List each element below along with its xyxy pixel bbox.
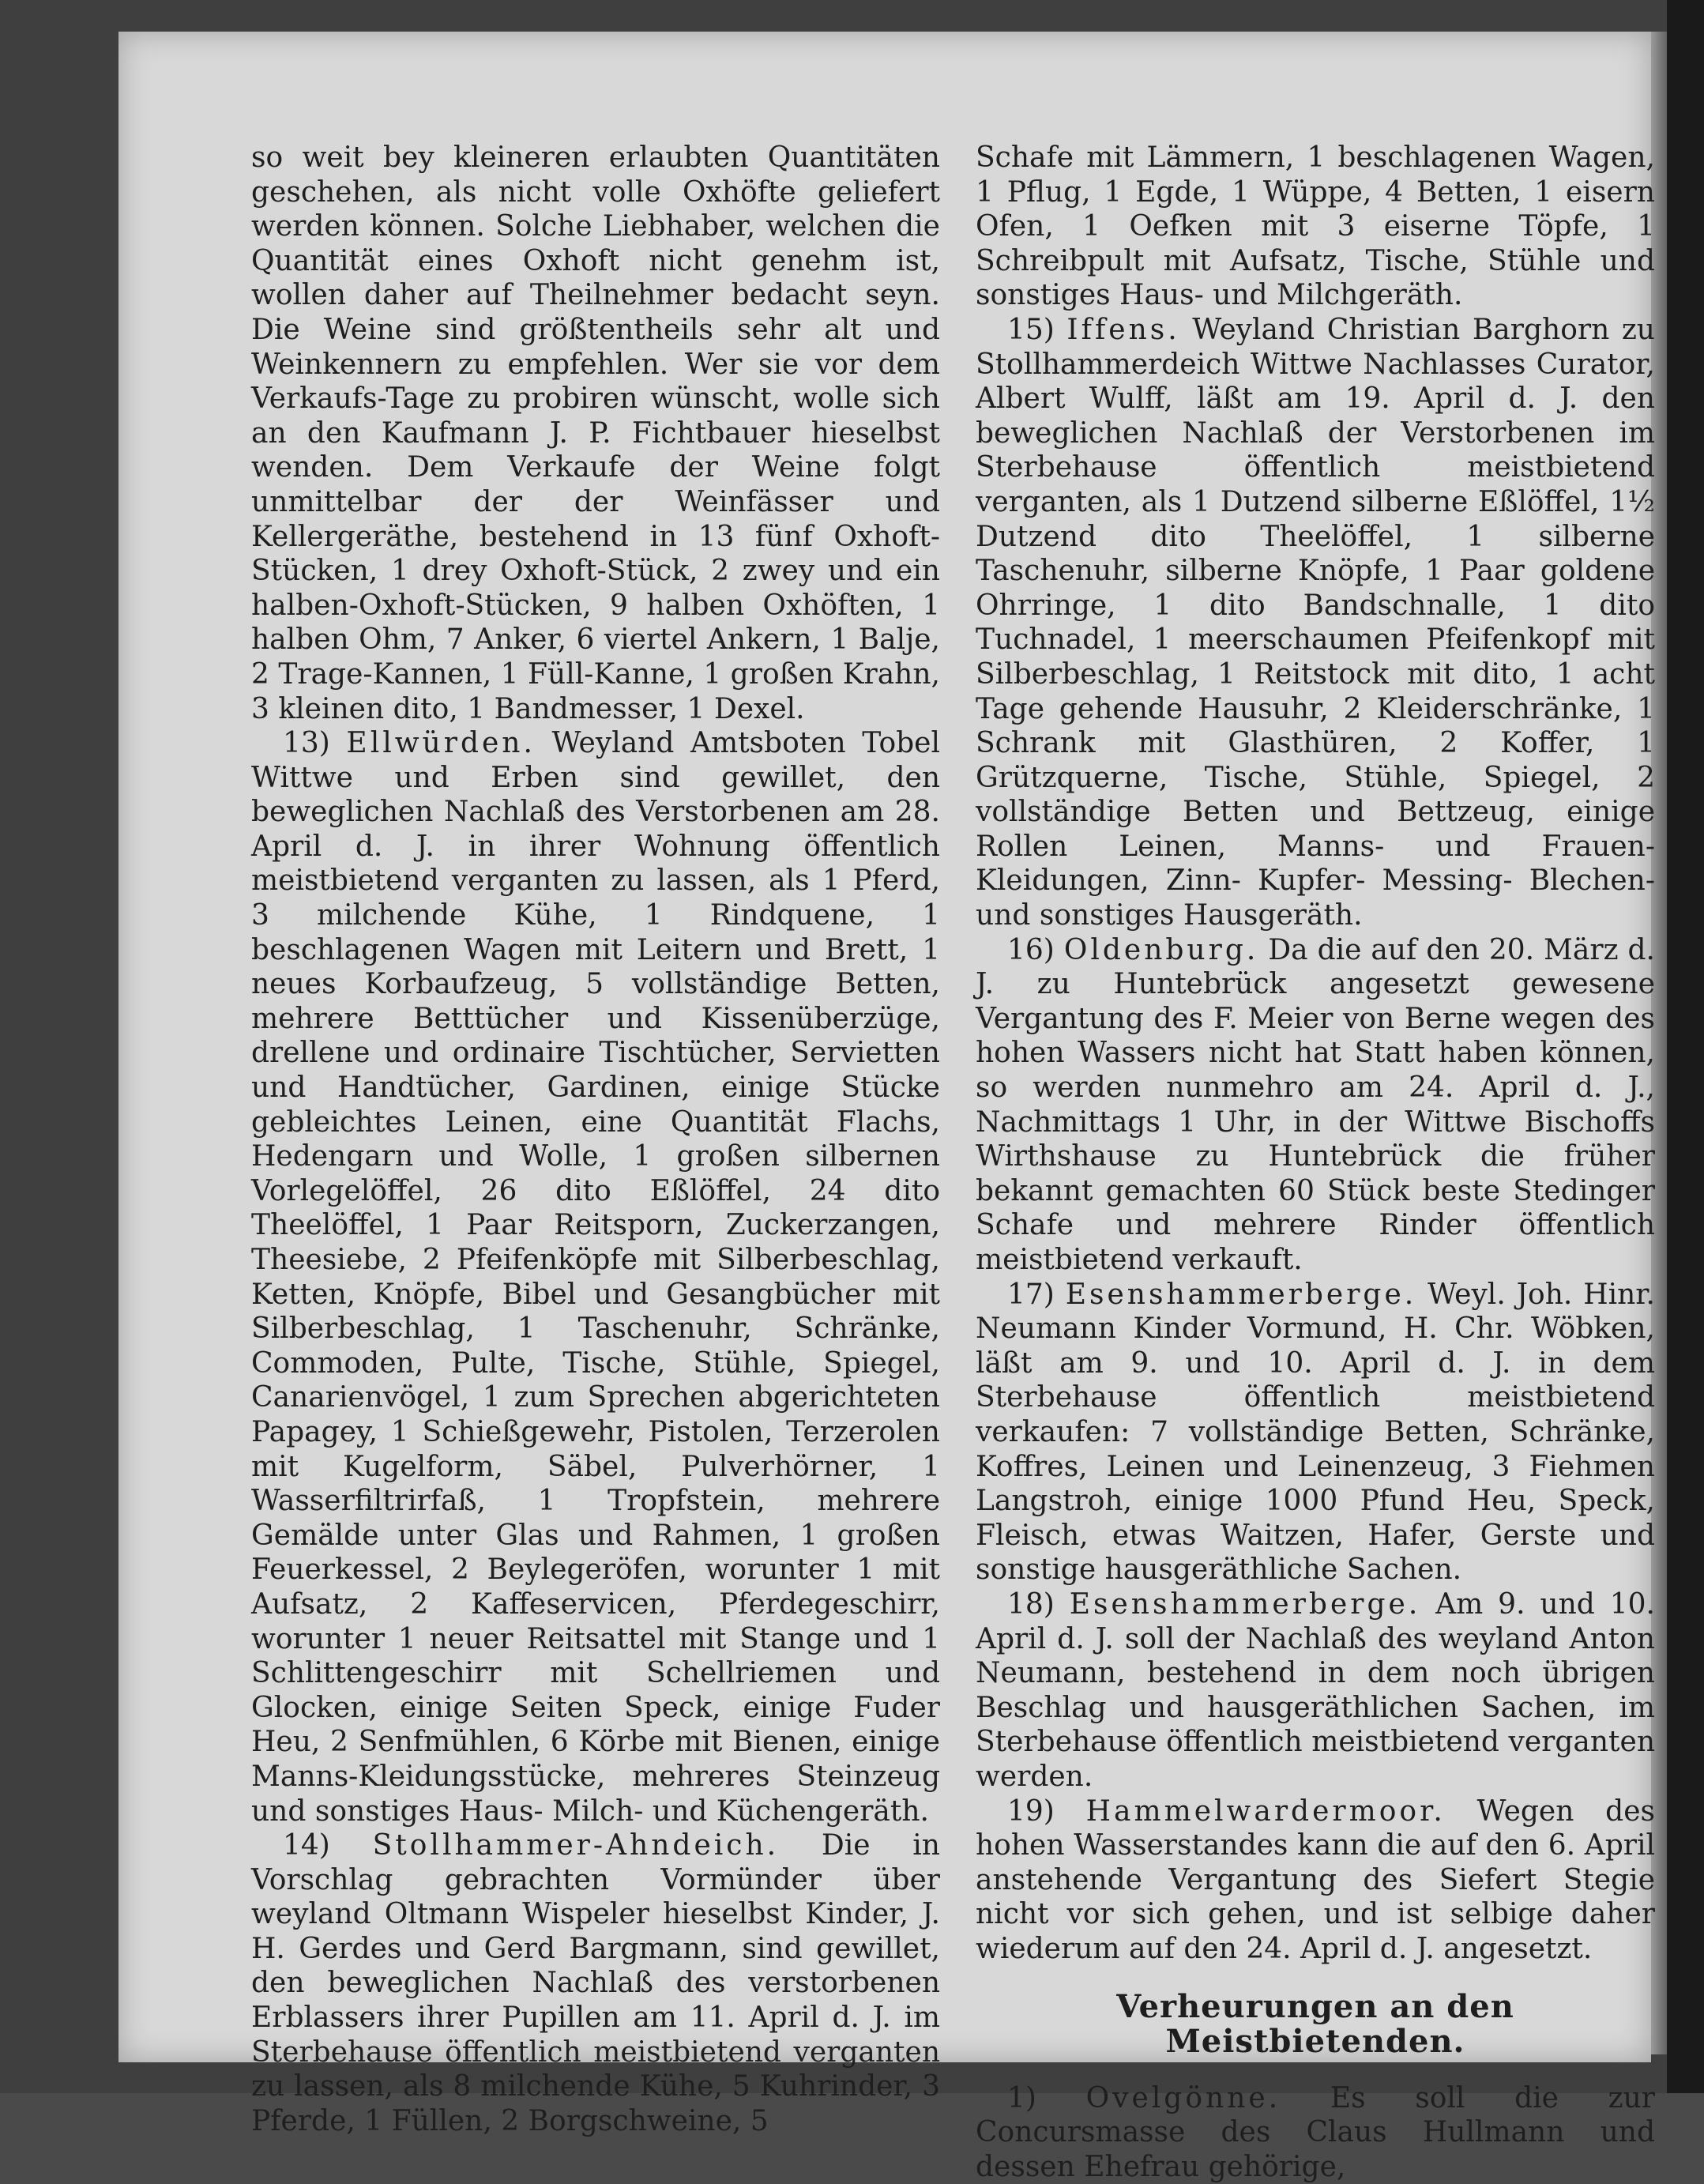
continuation-paragraph: so weit bey kleineren erlaubten Quantitäten geschehen, als nicht volle Oxhöfte geliefert werden können. Solche Liebhaber, welchen die Quantität eines Oxhoft nicht genehm ist, wollen daher auf Theilnehmer bedacht seyn. Die Weine sind größtentheils sehr alt und Weinkennern zu empfehlen. Wer sie vor dem Verkaufs-Tage zu probiren wünscht, wolle sich an den Kaufmann J. P. Fichtbauer hieselbst wenden. Dem Verkaufe der Weine folgt unmittelbar der der Weinfässer und Kellergeräthe, bestehend in 13 fünf Oxhoft-Stücken, 1 drey Oxhoft-Stück, 2 zwey und ein halben-Oxhoft-Stücken, 9 halben Oxhöften, 1 halben Ohm, 7 Anker, 6 viertel Ankern, 1 Balje, 2 Trage-Kannen, 1 Füll-Kanne, 1 großen Krahn, 3 kleinen dito, 1 Bandmesser, 1 Dexel. [251,141,940,725]
entry-number: 15) [1007,313,1055,346]
entry-place: Ovelgönne. [1085,2081,1281,2114]
entry-text: Am 9. und 10. April d. J. soll der Nachlaß des weyland Anton Neumann, bestehend in dem noch übrigen Beschlag und hausgeräthlichen Sachen, im Sterbehause öffentlich meistbietend verganten werden. [976,1587,1655,1793]
entry-number: 13) [283,727,330,760]
entry-section-1 [976,2081,1655,2184]
entry-16 [976,933,1655,1278]
entry-text: Weyland Christian Barghorn zu Stollhammerdeich Wittwe Nachlasses Curator, Albert Wulff, läßt am 19. April d. J. den beweglichen Nachlaß der Verstorbenen im Sterbehause öffentlich meistbietend verganten, als 1 Dutzend silberne Eßlöffel, 1½ Dutzend dito Theelöffel, 1 silberne Taschenuhr, silberne Knöpfe, 1 Paar goldene Ohrringe, 1 dito Bandschnalle, 1 dito Tuchnadel, 1 meerschaumen Pfeifenkopf mit Silberbeschlag, 1 Reitstock mit dito, 1 acht Tage gehende Hausuhr, 2 Kleiderschränke, 1 Schrank mit Glasthüren, 2 Koffer, 1 Grützquerne, Tische, Stühle, Spiegel, 2 vollständige Betten und Bettzeug, einige Rollen Leinen, Manns- und Frauen-Kleidungen, Zinn- Kupfer- Messing- Blechen- und sonstiges Hausgeräth. [976,313,1655,932]
entry-place: Ellwürden. [346,727,536,760]
entry-14 [251,1828,940,2138]
entry-text: Weyland Amtsboten Tobel Wittwe und Erben sind gewillet, den beweglichen Nachlaß des Verstorbenen am 28. April d. J. in ihrer Wohnung öffentlich meistbietend verganten zu lassen, als 1 Pferd, 3 milchende Kühe, 1 Rindquene, 1 beschlagenen Wagen mit Leitern und Brett, 1 neues Korbaufzeug, 5 vollständige Betten, mehrere Betttücher und Kissenüberzüge, drellene und ordinaire Tischtücher, Servietten und Handtücher, Gardinen, einige Stücke gebleichtes Leinen, eine Quantität Flachs, Hedengarn und Wolle, 1 großen silbernen Vorlegelöffel, 26 dito Eßlöffel, 24 dito Theelöffel, 1 Paar Reitsporn, Zuckerzangen, Theesiebe, 2 Pfeifenköpfe mit Silberbeschlag, Ketten, Knöpfe, Bibel und Gesangbücher mit Silberbeschlag, 1 Taschenuhr, Schränke, Commoden, Pulte, Tische, Stühle, Spiegel, Canarienvögel, 1 zum Sprechen abgerichteten Papagey, 1 Schießgewehr, Pistolen, Terzerolen mit Kugelform, Säbel, Pulverhörner, 1 Wasserfiltrirfaß, 1 Tropfstein, mehrere Gemälde unter Glas und Rahmen, 1 großen Feuerkessel, 2 Beylegeröfen, worunter 1 mit Aufsatz, 2 Kaffeservicen, Pferdegeschirr, worunter 1 neuer Reitsattel mit Stange und 1 Schlittengeschirr mit Schellriemen und Glocken, einige Seiten Speck, einige Fuder Heu, 2 Senfmühlen, 6 Körbe mit Bienen, einige Manns-Kleidungsstücke, mehreres Steinzeug und sonstiges Haus- Milch- und Küchengeräth. [251,727,941,1828]
left-column [251,141,940,2138]
entry-place: Esenshammerberge. [1065,1278,1417,1311]
right-column [976,141,1655,2184]
entry-19 [976,1794,1655,1967]
book-spine [1667,0,1704,2093]
entry-18 [976,1587,1655,1794]
entry-text: Weyl. Joh. Hinr. Neumann Kinder Vormund, H. Chr. Wöbken, läßt am 9. und 10. April d. J. in dem Sterbehause öffentlich meistbietend verkaufen: 7 vollständige Betten, Schränke, Koffres, Leinen und Leinenzeug, 3 Fiehmen Langstroh, einige 1000 Pfund Heu, Speck, Fleisch, etwas Waitzen, Hafer, Gerste und sonstige hausgeräthliche Sachen. [976,1278,1655,1587]
entry-number: 19) [1007,1794,1055,1828]
entry-place: Stollhammer-Ahndeich. [372,1829,780,1862]
entry-text: Es soll die zur Concursmasse des Claus Hullmann und dessen Ehefrau gehörige, [976,2081,1655,2183]
entry-number: 1) [1007,2081,1036,2114]
entry-text: Die in Vorschlag gebrachten Vormünder über weyland Oltmann Wispeler hieselbst Kinder, J. H. Gerdes und Gerd Bargmann, sind gewillet, den beweglichen Nachlaß des verstorbenen Erblassers ihrer Pupillen am 11. April d. J. im Sterbehause öffentlich meistbietend verganten zu lassen, als 8 milchende Kühe, 5 Kuhrinder, 3 Pferde, 1 Füllen, 2 Borgschweine, 5 [251,1829,940,2137]
entry-place: Oldenburg. [1063,933,1259,966]
entry-number: 18) [1007,1587,1055,1621]
entry-text: Da die auf den 20. März d. J. zu Huntebrück angesetzt gewesene Vergantung des F. Meier von Berne wegen des hohen Wassers nicht hat Statt haben können, so werden nunmehro am 24. April d. J., Nachmittags 1 Uhr, in der Wittwe Bischoffs Wirthshause zu Huntebrück die früher bekannt gemachten 60 Stück beste Stedinger Schafe und mehrere Rinder öffentlich meistbietend verkauft. [976,933,1655,1276]
entry-number: 16) [1007,933,1055,966]
entry-text: Wegen des hohen Wasserstandes kann die auf den 6. April anstehende Vergantung des Siefert Stegie nicht vor sich gehen, und ist selbige daher wiederum auf den 24. April d. J. angesetzt. [976,1794,1655,1965]
entry-place: Esenshammerberge. [1069,1587,1421,1621]
section-heading: Verheurungen an den Meistbietenden. [1116,1988,1514,2061]
entry-number: 17) [1007,1278,1055,1311]
continuation-paragraph: Schafe mit Lämmern, 1 beschlagenen Wagen, 1 Pflug, 1 Egde, 1 Wüppe, 4 Betten, 1 eisern Ofen, 1 Oefken mit 3 eiserne Töpfe, 1 Schreibpult mit Aufsatz, Tische, Stühle und sonstiges Haus- und Milchgeräth. [976,141,1655,312]
entry-15 [976,313,1655,933]
entry-number: 14) [283,1829,330,1862]
entry-17 [976,1278,1655,1587]
entry-13 [251,726,940,1828]
entry-place: Iffens. [1066,313,1180,346]
entry-place: Hammelwardermoor. [1085,1794,1446,1828]
